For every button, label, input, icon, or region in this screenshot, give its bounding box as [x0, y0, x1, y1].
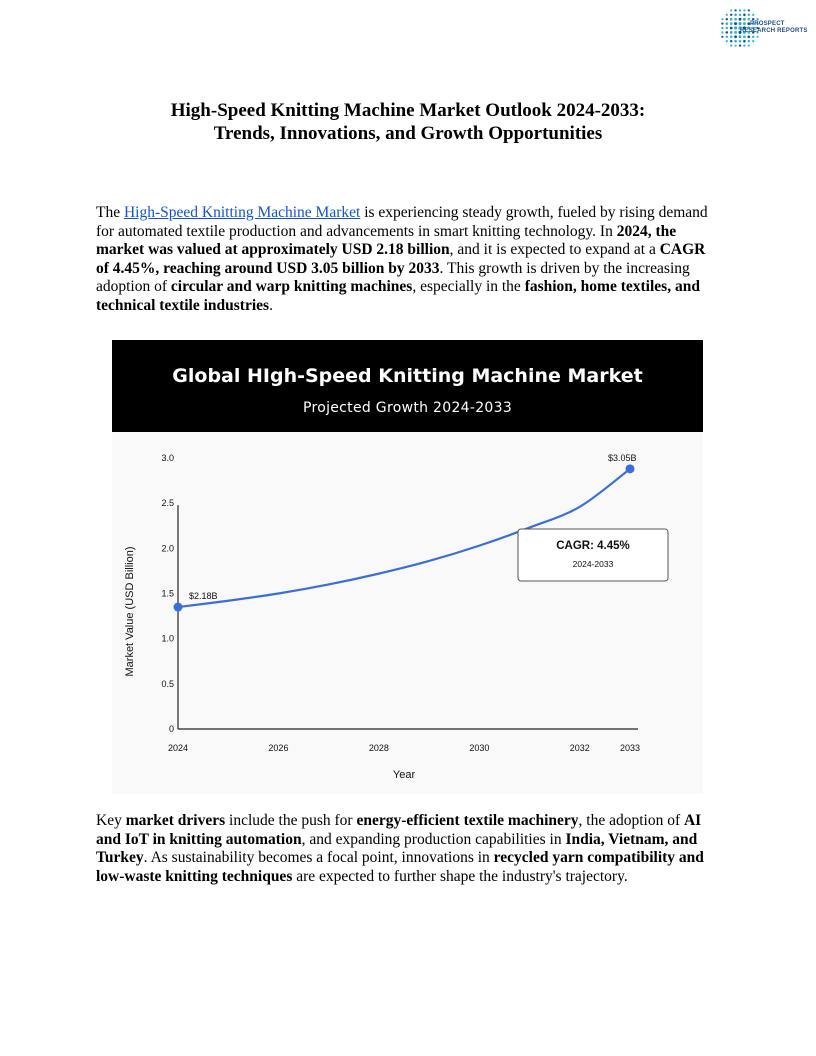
globe-dot	[748, 14, 750, 16]
globe-dot	[734, 26, 737, 29]
globe-dot	[734, 18, 737, 21]
line-chart	[112, 432, 703, 794]
globe-dot	[734, 14, 737, 17]
p1-bold-4: fashion, home textiles, and technical textile industries	[96, 278, 700, 314]
globe-dot	[721, 22, 723, 24]
p2-bold-3: AI and IoT in knitting automation	[96, 812, 702, 848]
globe-dot	[721, 36, 723, 38]
p2-bold-5: recycled yarn compatibility and low-waste knitting techniques	[96, 849, 704, 885]
globe-dot	[734, 9, 736, 11]
p2-text-5: . As sustainability becomes a focal point, innovations in	[143, 849, 494, 867]
x-tick-label: 2030	[469, 743, 490, 753]
y-tick-label: 0.5	[161, 678, 174, 689]
y-tick-label: 3.0	[161, 453, 174, 463]
globe-dot	[734, 44, 736, 46]
end-point	[626, 464, 635, 473]
page-title	[0, 99, 816, 145]
globe-dot	[730, 9, 732, 11]
globe-dot	[743, 40, 746, 43]
globe-dot	[730, 31, 733, 34]
logo-line-1: PROSPECT	[750, 21, 785, 27]
globe-dot	[752, 36, 754, 38]
x-tick-label: 2032	[569, 743, 590, 753]
logo-line-2: RESEARCH REPORTS	[740, 28, 808, 34]
logo-text	[740, 21, 808, 35]
x-tick-label: 2033	[619, 743, 641, 753]
p1-text-5: , especially in the	[412, 278, 525, 296]
globe-dot	[734, 35, 737, 38]
globe-dot	[726, 18, 728, 20]
start-value-label: $2.18B	[189, 591, 218, 602]
y-tick-label: 1.5	[161, 588, 174, 599]
globe-dot	[730, 35, 733, 38]
globe-dot	[730, 22, 733, 25]
x-tick-label: 2024	[167, 743, 189, 753]
title-line-2: Trends, Innovations, and Growth Opportunities	[213, 123, 603, 144]
market-link[interactable]: High-Speed Knitting Machine Market	[123, 204, 361, 221]
globe-dot	[721, 31, 723, 33]
globe-dot	[756, 36, 758, 38]
globe-dot	[752, 40, 754, 42]
cagr-box	[518, 529, 668, 581]
chart-title: Global HIgh-Speed Knitting Machine Market	[172, 365, 643, 387]
x-tick-label: 2026	[268, 743, 289, 753]
p2-bold-2: energy-efficient textile machinery	[356, 812, 579, 829]
globe-dot	[730, 27, 733, 30]
cagr-period: 2024-2033	[572, 559, 614, 569]
p2-text-4: , and expanding production capabilities in	[301, 830, 566, 848]
globe-dot	[747, 35, 750, 38]
p2-text-6: are expected to further shape the industry's trajectory.	[292, 867, 628, 885]
p1-bold-2: CAGR of 4.45%, reaching around USD 3.05 billion by 2033	[96, 241, 706, 277]
globe-dot	[743, 14, 746, 17]
chart-figure	[112, 340, 703, 794]
p1-text-2: is experiencing steady growth, fueled by rising demand for automated textile production and advancements in smart knitting technology. In	[96, 204, 708, 240]
p2-text-3: , the adoption of	[578, 812, 684, 829]
globe-dot	[726, 40, 728, 42]
globe-dot	[743, 44, 745, 46]
globe-dot	[726, 31, 729, 34]
p2-text-2: include the push for	[225, 812, 357, 829]
p1-text-1: The	[96, 204, 124, 221]
globe-dot	[743, 9, 745, 11]
cagr-label: CAGR: 4.45%	[556, 540, 630, 552]
x-axis-title: Year	[392, 769, 416, 781]
drivers-paragraph	[96, 812, 722, 886]
globe-dot	[734, 31, 737, 34]
title-line-1: High-Speed Knitting Machine Market Outlook 2024-2033:	[170, 100, 646, 121]
y-tick-label: 2.0	[161, 543, 174, 554]
x-tick-label: 2028	[368, 743, 389, 753]
globe-dot	[739, 13, 742, 16]
chart-subtitle: Projected Growth 2024-2033	[302, 400, 513, 416]
globe-dot	[739, 44, 741, 46]
globe-dot	[756, 18, 758, 20]
p1-text-6: .	[269, 296, 273, 314]
p1-text-3: , and it is expected to expand at a	[449, 241, 660, 259]
y-tick-label: 2.5	[161, 498, 174, 509]
globe-dot	[730, 18, 733, 21]
p2-bold-1: market drivers	[125, 812, 226, 829]
globe-dot	[752, 14, 754, 16]
globe-dot	[721, 18, 723, 20]
globe-dot	[748, 44, 750, 46]
p1-bold-3: circular and warp knitting machines	[170, 278, 413, 296]
y-tick-label: 0	[168, 724, 174, 734]
globe-dot	[726, 22, 729, 25]
globe-dot	[748, 9, 750, 11]
globe-dot	[734, 40, 737, 43]
y-tick-label: 1.0	[161, 633, 174, 644]
intro-paragraph	[96, 204, 722, 316]
globe-dot	[725, 27, 728, 30]
globe-dot	[748, 40, 750, 42]
globe-dot	[721, 27, 723, 29]
globe-dot	[734, 22, 737, 25]
p1-text-4: . This growth is driven by the increasing adoption of	[96, 259, 690, 296]
end-value-label: $3.05B	[608, 452, 637, 463]
globe-dot	[739, 35, 742, 38]
chart-banner	[112, 340, 703, 432]
globe-dot	[726, 14, 728, 16]
p1-bold-1: 2024, the market was valued at approximately USD 2.18 billion	[96, 222, 677, 259]
globe-dot	[730, 40, 732, 42]
globe-dot	[730, 44, 732, 46]
globe-dot	[739, 9, 741, 11]
globe-dot	[743, 35, 746, 38]
globe-dot	[739, 40, 742, 43]
globe-dot	[730, 14, 732, 16]
y-axis-title: Market Value (USD Billion)	[124, 546, 136, 677]
p2-text-1: Key	[96, 812, 126, 829]
start-point	[174, 603, 183, 612]
p2-bold-4: India, Vietnam, and Turkey	[96, 830, 698, 867]
globe-dot	[726, 36, 728, 38]
